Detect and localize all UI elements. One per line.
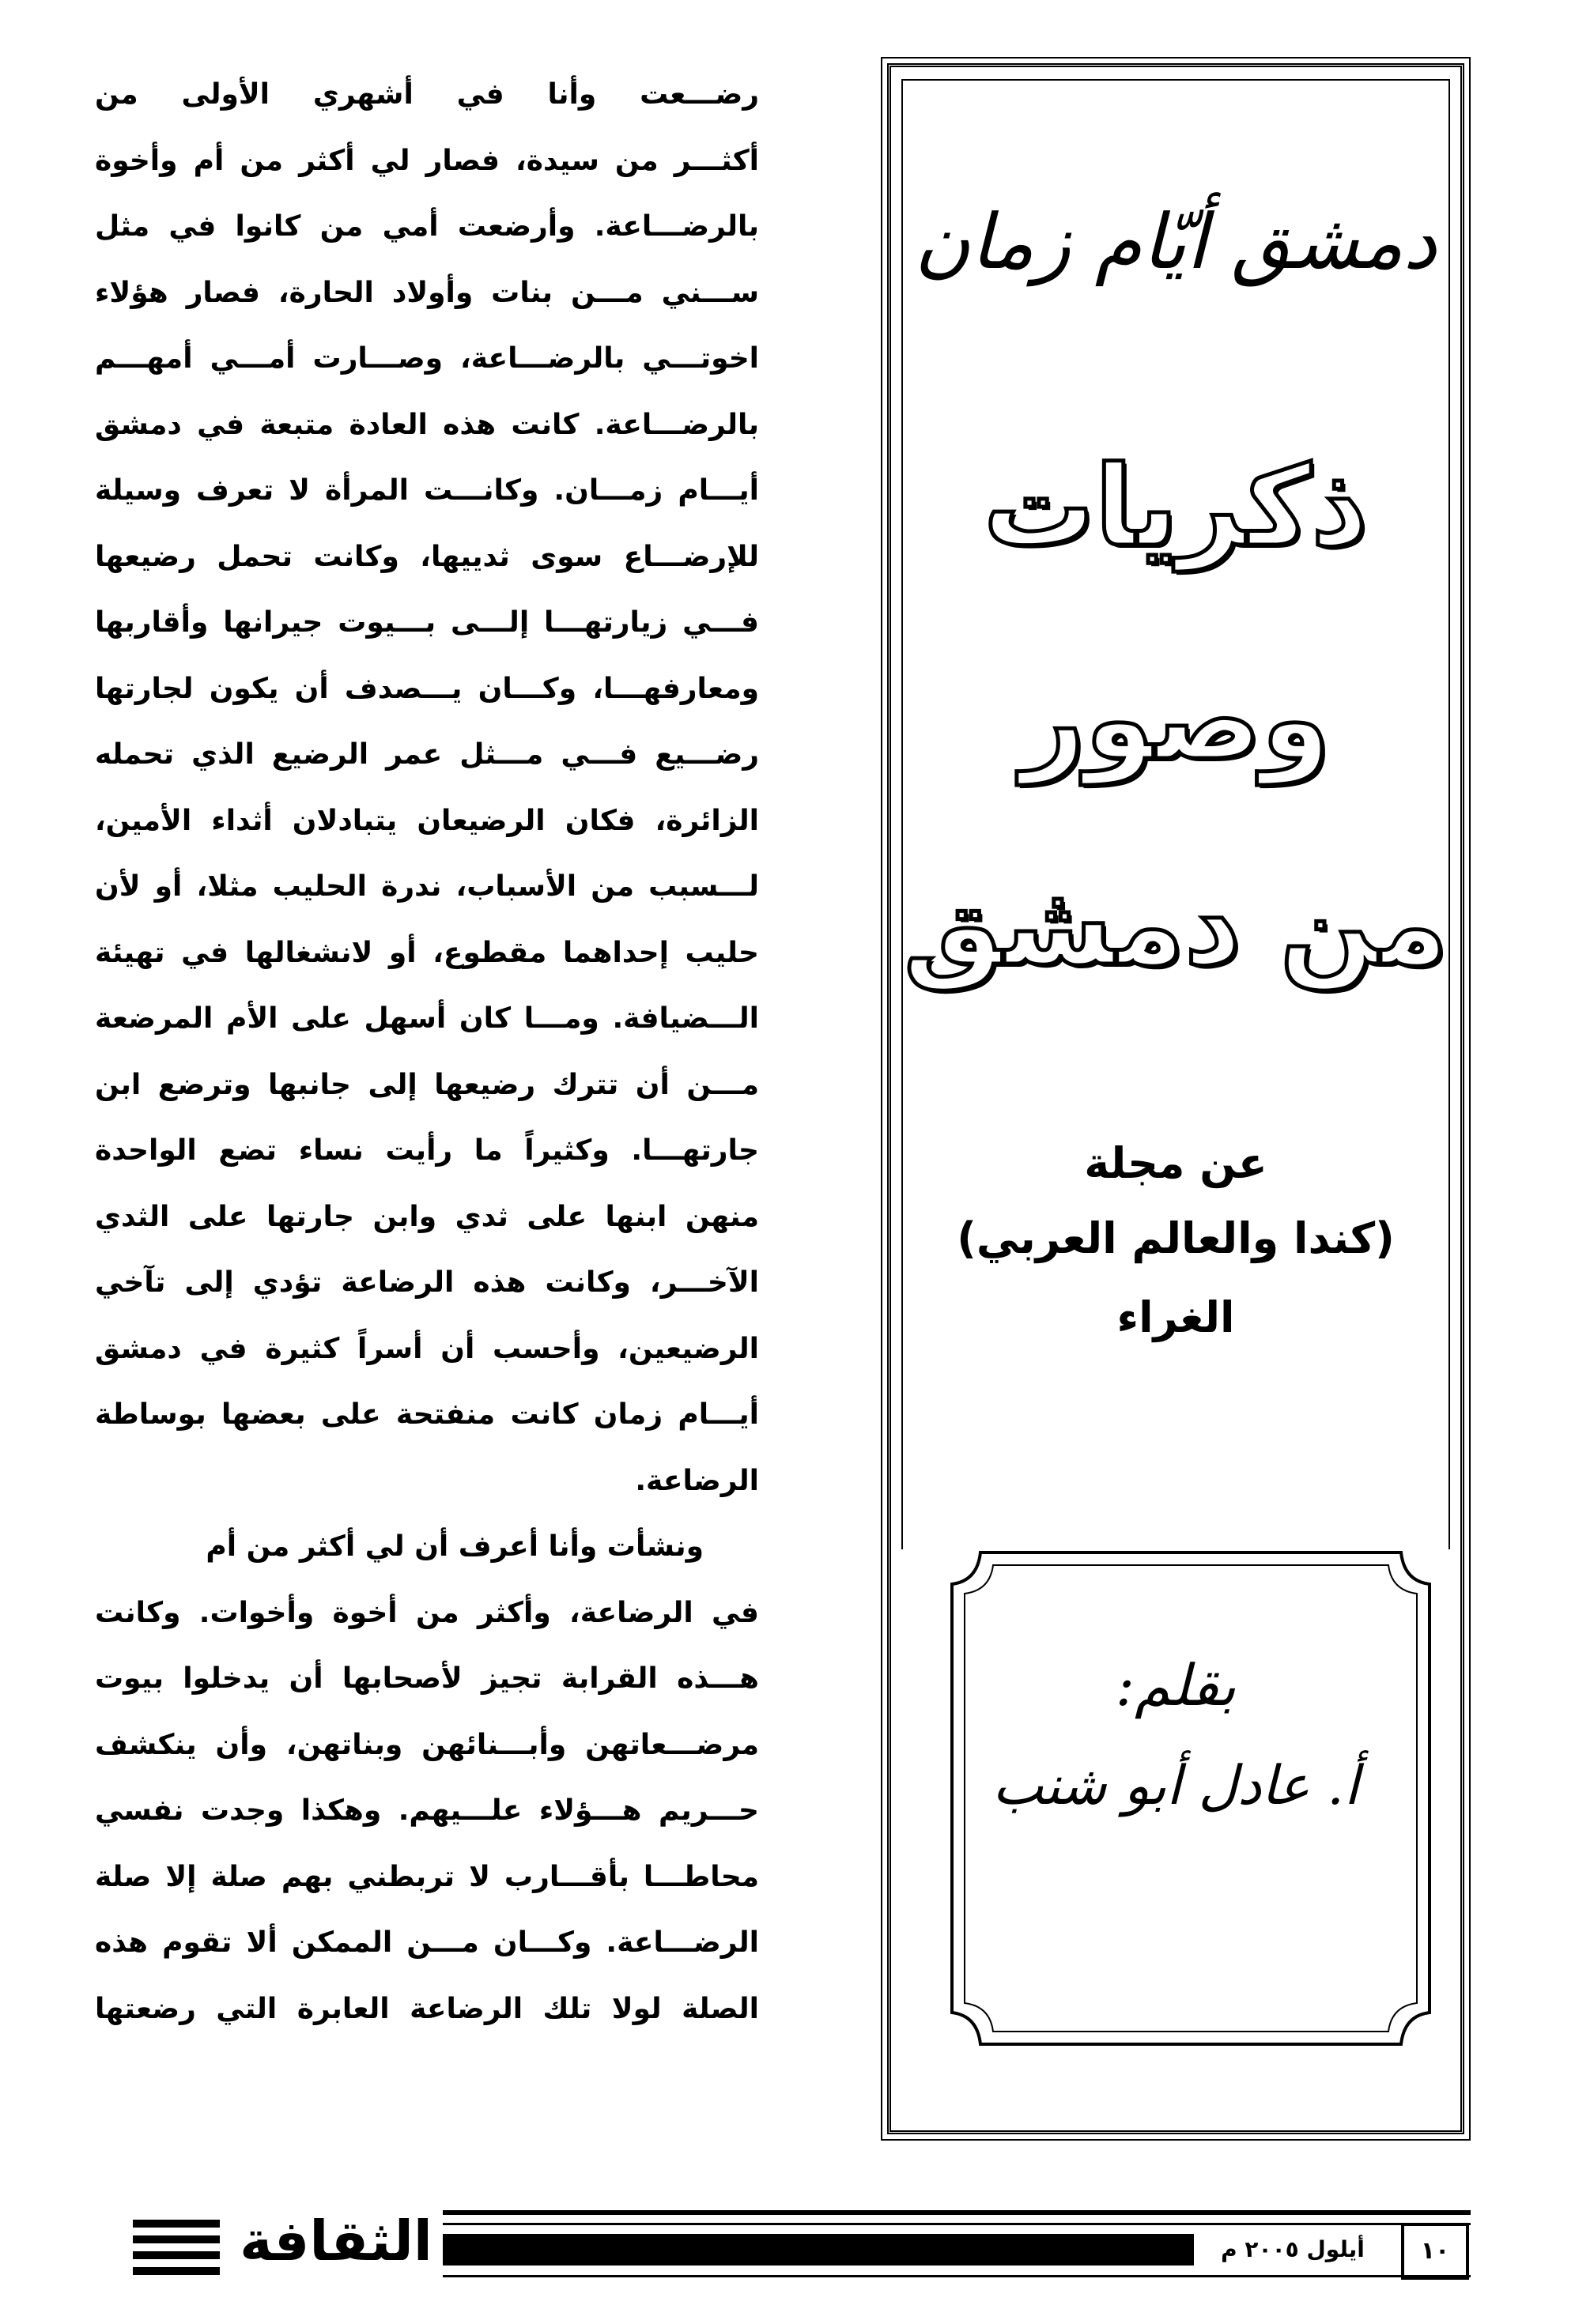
article-line: بالرضـــاعة. كانت هذه العادة متبعة في دمشق [95, 408, 759, 441]
headline-line-3: من دمشق [903, 862, 1448, 990]
article-line: هـــذه القرابة تجيز لأصحابها أن يدخلوا بيوت [95, 1662, 759, 1695]
article-line: رضـــعت وأنا في أشهري الأولى من [95, 78, 759, 111]
article-line: منهن ابنها على ثدي وابن جارتها على الثدي [95, 1200, 759, 1233]
article-line: أيـــام زمـــان. وكانـــت المرأة لا تعرف وسيلة [95, 474, 759, 507]
series-title: دمشق أيّام زمان [914, 198, 1437, 286]
article-line: الرضاعة. [635, 1464, 759, 1497]
source-line-1: عن مجلة [1084, 1138, 1267, 1188]
footer-rule [443, 2210, 1471, 2215]
article-line: حليب إحداهما مقطوع، أو لانشغالها في تهيئة [95, 936, 759, 969]
article-line: حـــريم هـــؤلاء علـــيهم. وهكذا وجدت نفسي [95, 1794, 759, 1827]
article-line: ومعارفهـــا، وكـــان يـــصدف أن يكون لجارتها [95, 672, 759, 705]
article-line: رضـــيع فـــي مـــثل عمر الرضيع الذي تحمله [95, 738, 759, 771]
headline-line-2: وصور [1021, 656, 1331, 785]
article-line: للإرضـــاع سوى ثدييها، وكانت تحمل رضيعها [95, 540, 759, 573]
article-line: مرضـــعاتهن وأبـــنائهن وبناتهن، وأن ينكشف [95, 1728, 759, 1761]
article-line: الزائرة، فكان الرضيعان يتبادلان أثداء الأمين، [95, 804, 759, 837]
footer-rule [443, 2223, 1471, 2225]
article-line: مـــن أن تترك رضيعها إلى جانبها وترضع ابن [95, 1068, 759, 1101]
magazine-logo: الثقافة [240, 2209, 432, 2273]
headline-line-1: ذكريات [983, 443, 1369, 572]
article-line: فـــي زيارتهـــا إلـــى بـــيوت جيرانها وأقاربها [95, 606, 759, 639]
article-line: اخوتـــي بالرضـــاعة، وصـــارت أمـــي أمهـــم [95, 342, 759, 375]
article-line: أيـــام زمان كانت منفتحة على بعضها بوساطة [95, 1398, 759, 1431]
author-label: بقلم: [1115, 1652, 1237, 1718]
article-body [95, 62, 759, 2117]
article-line: الـــضيافة. ومـــا كان أسهل على الأم المرضعة [95, 1002, 759, 1035]
source-line-3: الغراء [1116, 1292, 1235, 1342]
issue-date: أيلول ٢٠٠٥ م [1221, 2236, 1365, 2262]
article-line: لـــسبب من الأسباب، ندرة الحليب مثلا، أو لأن [95, 870, 759, 903]
article-line: ونشأت وأنا أعرف أن لي أكثر من أم [206, 1530, 704, 1563]
page-number: ١٠ [1401, 2223, 1469, 2280]
article-line: بالرضـــاعة. وأرضعت أمي من كانوا في مثل [95, 210, 759, 243]
logo-stripes-icon [133, 2220, 220, 2275]
article-line: في الرضاعة، وأكثر من أخوة وأخوات. وكانت [95, 1596, 759, 1629]
article-line: الرضـــاعة. وكـــان مـــن الممكن ألا تقوم هذه [95, 1926, 759, 1959]
author-name: أ. عادل أبو شنب [992, 1755, 1359, 1817]
article-line: ســـني مـــن بنات وأولاد الحارة، فصار هؤلاء [95, 276, 759, 309]
article-line: الصلة لولا تلك الرضاعة العابرة التي رضعتها [95, 1992, 759, 2025]
source-line-2: (كندا والعالم العربي) [957, 1213, 1395, 1263]
article-line: جارتهـــا. وكثيراً ما رأيت نساء تضع الواحدة [95, 1134, 759, 1167]
article-line: محاطـــا بأقـــارب لا تربطني بهم صلة إلا صلة [95, 1860, 759, 1893]
article-line: الرضيعين، وأحسب أن أسراً كثيرة في دمشق [95, 1332, 759, 1365]
footer-bar [443, 2234, 1194, 2266]
footer-rule [443, 2275, 1471, 2277]
article-line: أكثـــر من سيدة، فصار لي أكثر من أم وأخوة [95, 144, 759, 177]
article-line: الآخـــر، وكانت هذه الرضاعة تؤدي إلى تآخي [95, 1266, 759, 1299]
